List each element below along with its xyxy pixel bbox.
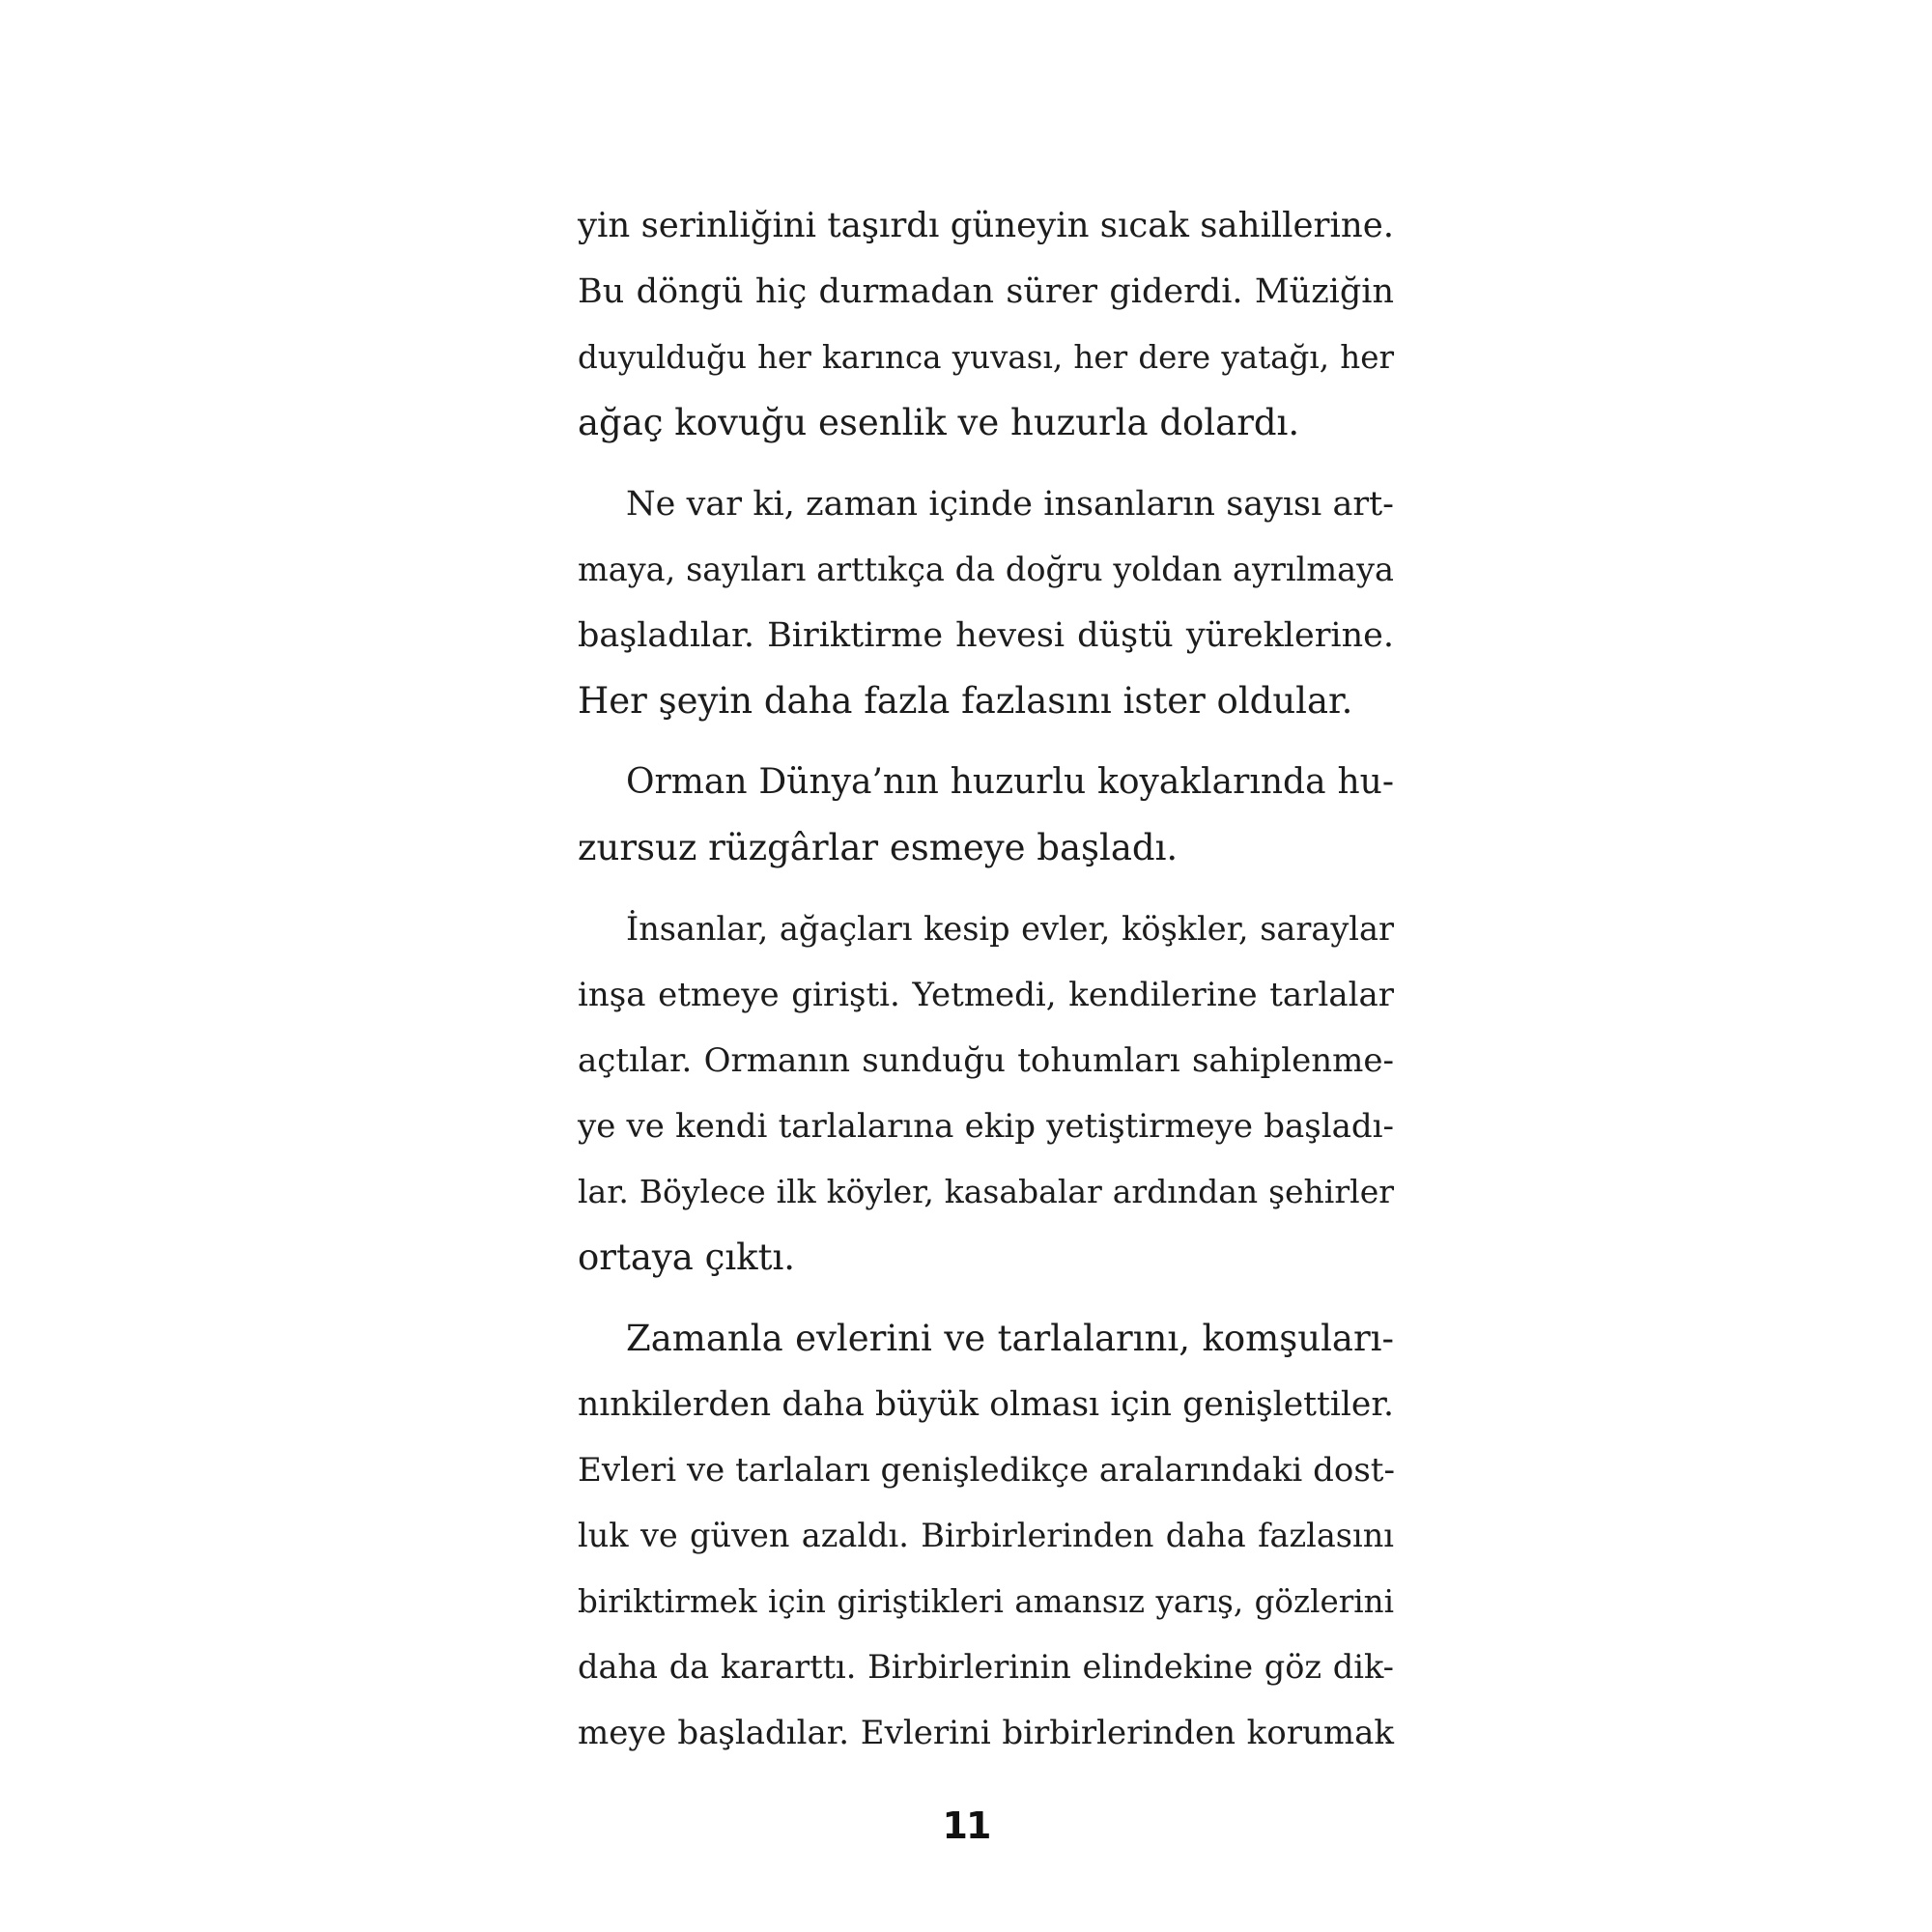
paragraph-5 [578, 1306, 1394, 1766]
text-line: İnsanlar, ağaçları kesip evler, köşkler, saraylar [626, 910, 1394, 948]
text-line: ortaya çıktı. [578, 1236, 796, 1278]
text-line: Bu döngü hiç durmadan sürer giderdi. Müziğin [578, 272, 1394, 311]
text-line: nınkilerden daha büyük olması için genişlettiler. [578, 1385, 1394, 1424]
text-line: duyulduğu her karınca yuvası, her dere yatağı, her [578, 339, 1394, 376]
text-line: daha da kararttı. Birbirlerinin elindekine göz dik- [578, 1648, 1394, 1686]
text-line: maya, sayıları arttıkça da doğru yoldan ayrılmaya [578, 551, 1394, 588]
text-line: Evleri ve tarlaları genişledikçe aralarındaki dost- [578, 1451, 1395, 1490]
text-line: Ne var ki, zaman içinde insanların sayısı art- [626, 485, 1394, 524]
text-line: zursuz rüzgârlar esmeye başladı. [578, 827, 1179, 868]
page-number: 11 [942, 1804, 990, 1847]
paragraph-1 [578, 193, 1394, 456]
text-line: Zamanla evlerini ve tarlalarını, komşuları- [626, 1318, 1394, 1359]
text-line: biriktirmek için giriştikleri amansız yarış, gözlerini [578, 1583, 1394, 1620]
text-line: ağaç kovuğu esenlik ve huzurla dolardı. [578, 402, 1300, 443]
text-line: Her şeyin daha fazla fazlasını ister oldular. [578, 680, 1353, 722]
text-line: yin serinliğini taşırdı güneyin sıcak sahillerine. [578, 206, 1394, 245]
paragraph-3 [578, 750, 1394, 881]
text-line: Orman Dünya’nın huzurlu koyaklarında hu- [626, 762, 1394, 802]
text-line: ye ve kendi tarlalarına ekip yetiştirmeye başladı- [578, 1107, 1394, 1146]
text-line: luk ve güven azaldı. Birbirlerinden daha fazlasını [578, 1517, 1394, 1554]
text-line: meye başladılar. Evlerini birbirlerinden korumak [578, 1714, 1394, 1752]
paragraph-2 [578, 471, 1394, 734]
text-line: açtılar. Ormanın sunduğu tohumları sahiplenme- [578, 1041, 1394, 1080]
paragraph-4 [578, 896, 1394, 1291]
text-line: inşa etmeye girişti. Yetmedi, kendilerine tarlalar [578, 976, 1394, 1014]
text-line: başladılar. Biriktirme hevesi düştü yüreklerine. [578, 616, 1394, 655]
body-text [578, 193, 1394, 1766]
text-line: lar. Böylece ilk köyler, kasabalar ardından şehirler [578, 1173, 1394, 1210]
